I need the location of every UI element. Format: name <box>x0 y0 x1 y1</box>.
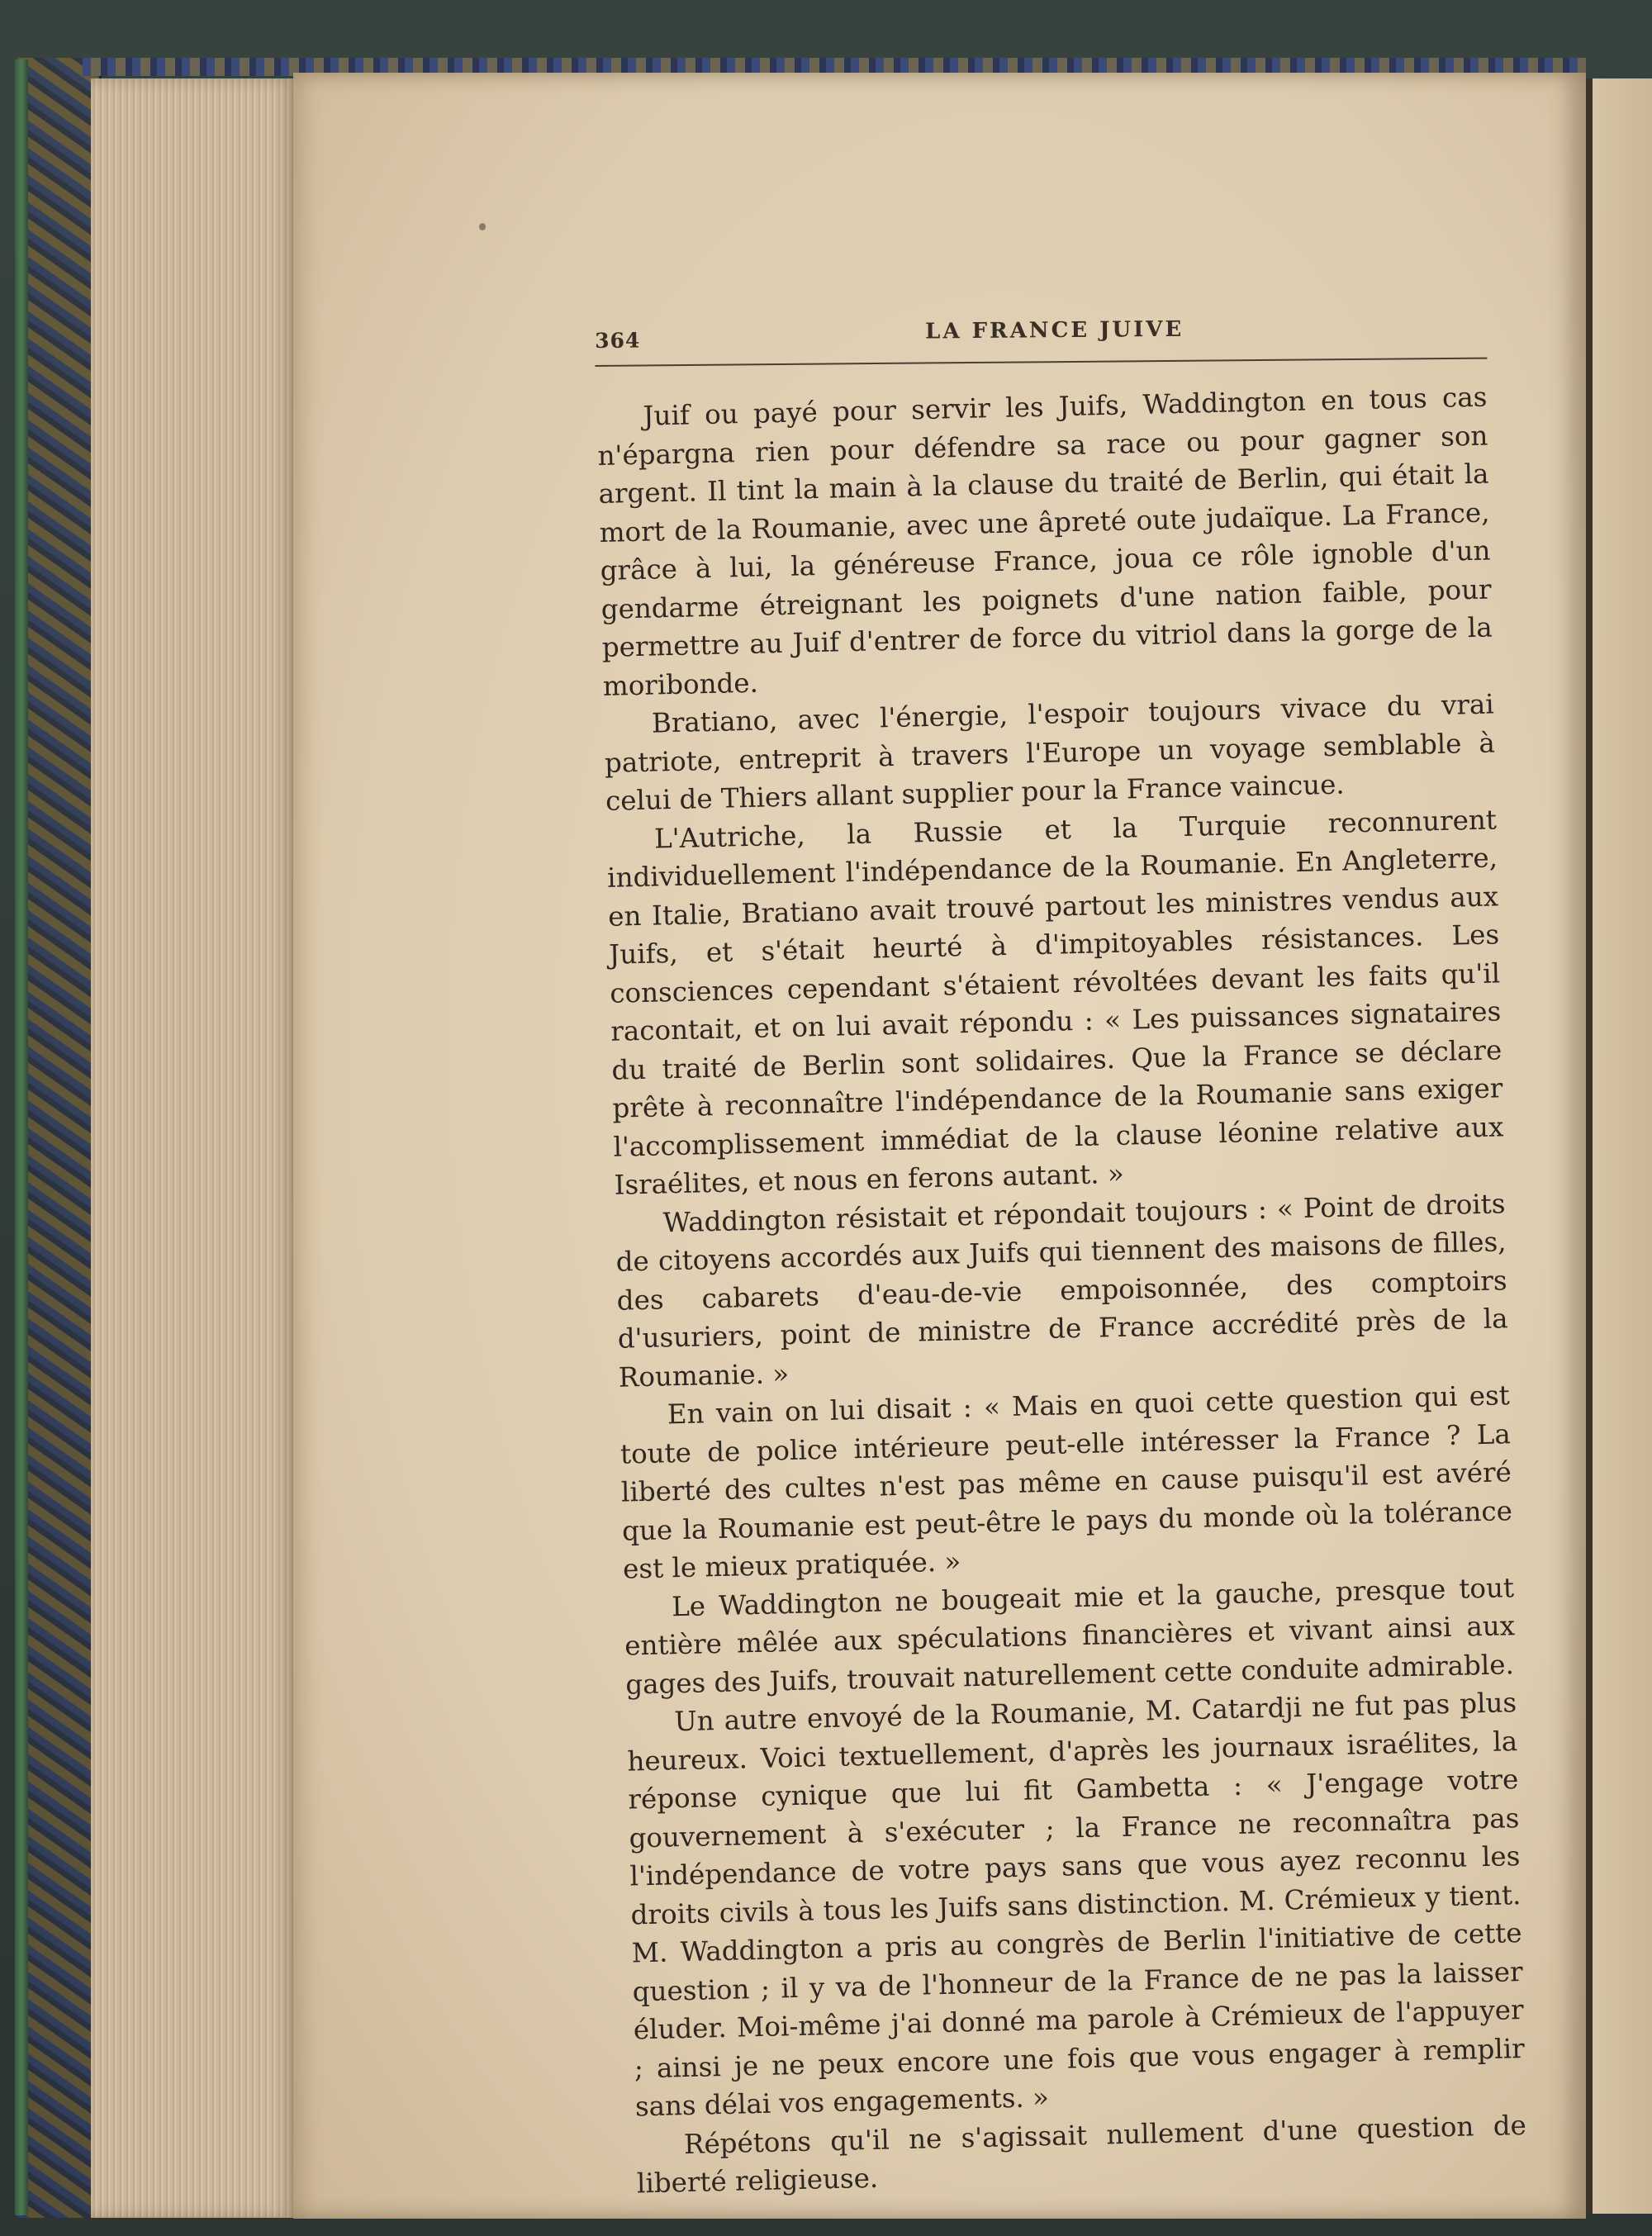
page-speck <box>479 223 486 230</box>
paragraph: En vain on lui disait : « Mais en quoi cette question qui est toute de police intérieure peut-elle intéresser la France ? La liberté des cultes n'est pas même en cause puisqu'il est avéré que la Roumanie est peut-être le pays du monde où la tolérance est le mieux pratiquée. » <box>620 1379 1513 1585</box>
paragraph: L'Autriche, la Russie et la Turquie reconnurent individuellement l'indépendance de la Roumanie. En Angleterre, en Italie, Bratiano avait trouvé partout les ministres vendus aux Juifs, et s'était heurté à d'impitoyables résistances. Les consciences cependant s'étaient révoltées devant les faits qu'il racontait, et on lui avait répondu : « Les puissances signataires du traité de Berlin sont solidaires. Que la France se déclare prête à reconnaître l'indépendance de la Roumanie sans exiger l'accomplissement immédiat de la clause léonine relative aux Israélites, et nous en ferons autant. » <box>606 803 1504 1201</box>
book-spine-edge <box>15 59 28 2215</box>
page-number: 364 <box>595 328 641 353</box>
running-head <box>595 315 1487 372</box>
facing-page-edge <box>1586 78 1652 2214</box>
page-stack-edges <box>91 78 297 2218</box>
paragraph: Le Waddington ne bougeait mie et la gauche, presque tout entière mêlée aux spéculations financières et vivant ainsi aux gages des Juifs, trouvait naturellement cette conduite admirable. <box>624 1571 1516 1701</box>
paragraph: Juif ou payé pour servir les Juifs, Waddington en tous cas n'épargna rien pour défendre sa race ou pour gagner son argent. Il tint la main à la clause du traité de Berlin, qui était la mort de la Roumanie, avec une âpreté oute judaïque. La France, grâce à lui, la généreuse France, joua ce rôle ignoble d'un gendarme étreignant les poignets d'une nation faible, pour permettre au Juif d'entrer de force du vitriol dans la gorge de la moribonde. <box>597 381 1493 702</box>
book-cover-marbled <box>17 58 102 2218</box>
body-text <box>596 378 1527 2203</box>
paragraph: Waddington résistait et répondait toujours : « Point de droits de citoyens accordés aux Juifs qui tiennent des maisons de filles, des cabarets d'eau-de-vie empoisonnée, des comptoirs d'usuriers, point de ministre de France accrédité près de la Roumanie. » <box>615 1187 1508 1393</box>
running-title: LA FRANCE JUIVE <box>924 316 1184 344</box>
paragraph: Répétons qu'il ne s'agissait nullement d'une question de liberté religieuse. <box>636 2109 1527 2200</box>
paragraph: Un autre envoyé de la Roumanie, M. Catardji ne fut pas plus heureux. Voici textuellement, d'après les journaux israélites, la réponse cynique que lui fit Gambetta : « J'engage votre gouvernement à s'exécuter ; la France ne reconnaîtra pas l'indépendance de votre pays sans que vous ayez reconnu les droits civils à tous les Juifs sans distinction. M. Crémieux y tient. M. Waddington a pris au congrès de Berlin l'initiative de cette question ; il y va de l'honneur de la France de ne pas la laisser éluder. Moi-même j'ai donné ma parole à Crémieux de l'appuyer ; ainsi je ne peux encore une fois que vous engager à remplir sans délai vos engagements. » <box>627 1687 1526 2123</box>
paragraph: Bratiano, avec l'énergie, l'espoir toujours vivace du vrai patriote, entreprit à travers l'Europe un voyage semblable à celui de Thiers allant supplier pour la France vaincue. <box>604 688 1496 817</box>
